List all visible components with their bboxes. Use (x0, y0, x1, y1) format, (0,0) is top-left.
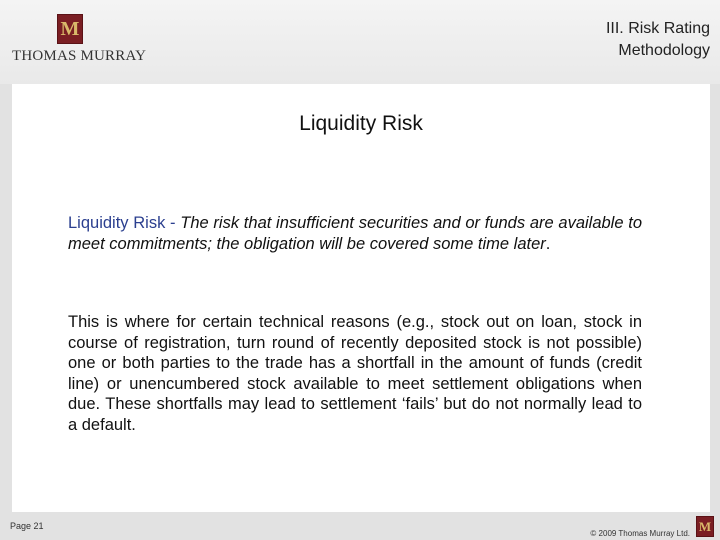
slide-footer (0, 512, 720, 540)
section-title (470, 18, 710, 62)
definition-term: Liquidity Risk (68, 214, 166, 232)
definition-paragraph (68, 213, 642, 254)
body-paragraph: This is where for certain technical reasons (e.g., stock out on loan, stock in course of registration, turn round of recently deposited stock is not possible) one or both parties to the trade has a shortfall in the amount of funds (credit line) or unencumbered stock available to meet settlement obligations when due. These shortfalls may lead to settlement ‘fails’ but do not normally lead to a default. (68, 313, 642, 434)
section-title-line1: III. Risk Rating (605, 20, 710, 37)
definition-period: . (545, 234, 551, 253)
logo-mark-letter: M (60, 18, 80, 40)
thomas-murray-wordmark: THOMAS MURRAY (12, 48, 147, 64)
footer-logo-letter: M (698, 519, 712, 534)
slide-header (0, 0, 720, 84)
thomas-murray-logo-mark (57, 14, 83, 44)
slide-content (12, 84, 710, 512)
section-title-line2: Methodology (618, 42, 710, 59)
definition-text: The risk that insufficient securities and or funds are available to meet commitments; the obligation will be covered some time later (68, 214, 642, 253)
footer-logo-mark (696, 516, 714, 537)
copyright-notice: © 2009 Thomas Murray Ltd. (590, 529, 690, 538)
page-number: Page 21 (10, 521, 44, 531)
definition-separator: - (165, 214, 181, 232)
slide-title: Liquidity Risk (299, 112, 423, 135)
